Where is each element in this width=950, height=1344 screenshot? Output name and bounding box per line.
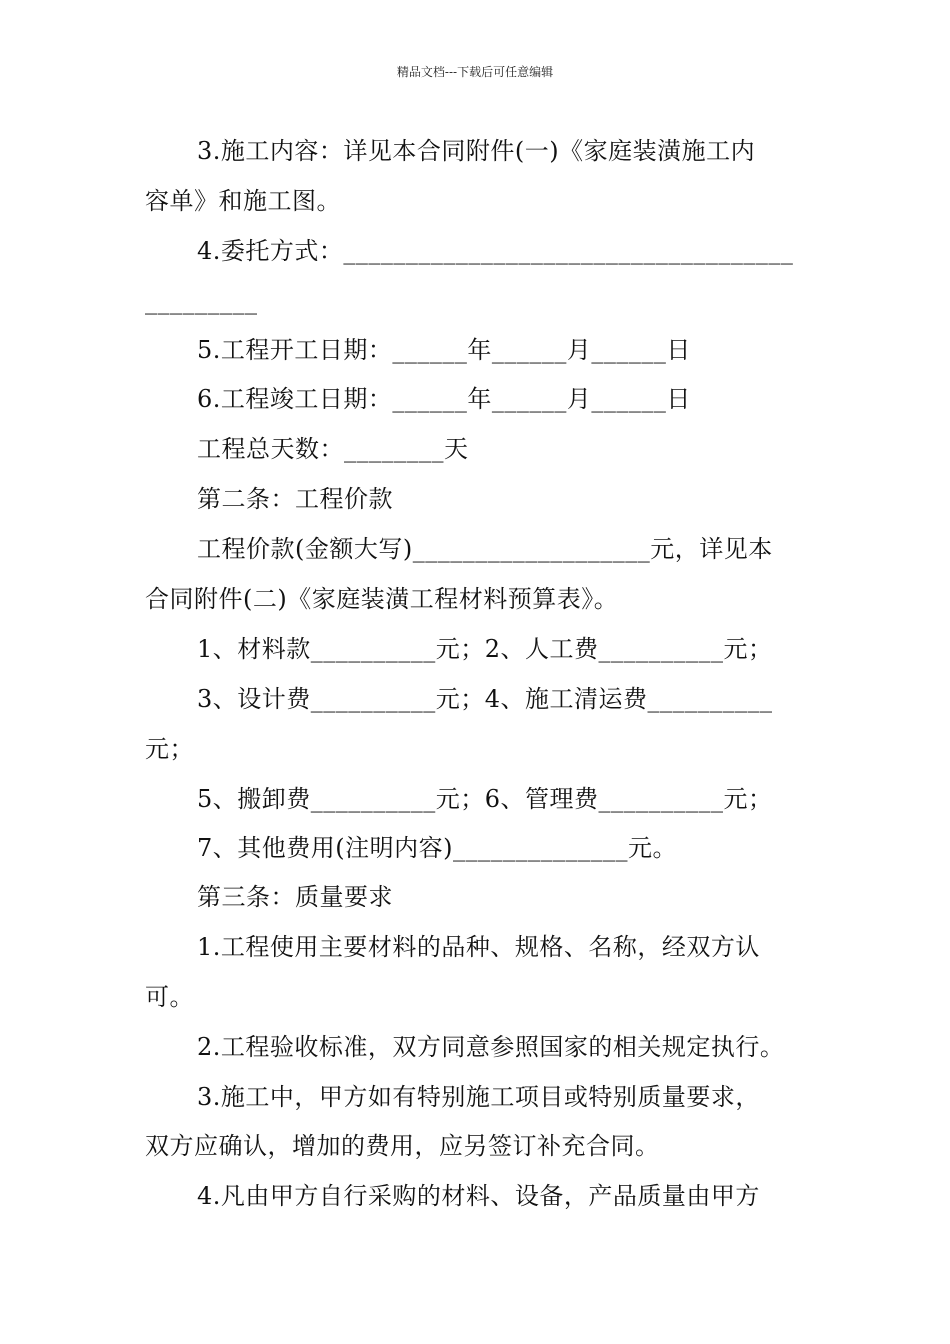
clause-line: 1.工程使用主要材料的品种、规格、名称，经双方认 [197, 933, 760, 961]
clause-line: 容单》和施工图。 [145, 187, 341, 215]
clause-line: 3、设计费__________元；4、施工清运费__________ [197, 685, 773, 713]
clause-line: 双方应确认，增加的费用，应另签订补充合同。 [145, 1132, 660, 1160]
clause-line: 合同附件(二)《家庭装潢工程材料预算表》。 [145, 585, 619, 613]
clause-line: _________ [145, 287, 258, 315]
clause-line: 工程价款(金额大写)___________________元，详见本 [197, 535, 773, 563]
clause-line: 4.委托方式：____________________________________ [197, 237, 794, 265]
clause-line: 3.施工中，甲方如有特别施工项目或特别质量要求， [197, 1083, 760, 1111]
clause-line: 6.工程竣工日期：______年______月______日 [197, 385, 691, 413]
page-header: 精品文档---下载后可任意编辑 [396, 65, 554, 79]
clause-line: 3.施工内容：详见本合同附件(一)《家庭装潢施工内 [197, 137, 756, 165]
clause-line: 7、其他费用(注明内容)______________元。 [197, 834, 677, 862]
clause-line: 5、搬卸费__________元；6、管理费__________元； [197, 785, 773, 813]
clause-line: 5.工程开工日期：______年______月______日 [197, 336, 691, 364]
clause-line: 1、材料款__________元；2、人工费__________元； [197, 635, 773, 663]
clause-line: 工程总天数：________天 [197, 435, 469, 463]
section-heading: 第三条：质量要求 [197, 883, 393, 911]
section-heading: 第二条：工程价款 [197, 485, 393, 513]
clause-line: 元； [145, 735, 194, 763]
clause-line: 2.工程验收标准，双方同意参照国家的相关规定执行。 [197, 1033, 785, 1061]
clause-line: 可。 [145, 983, 194, 1011]
clause-line: 4.凡由甲方自行采购的材料、设备，产品质量由甲方 [197, 1182, 760, 1210]
